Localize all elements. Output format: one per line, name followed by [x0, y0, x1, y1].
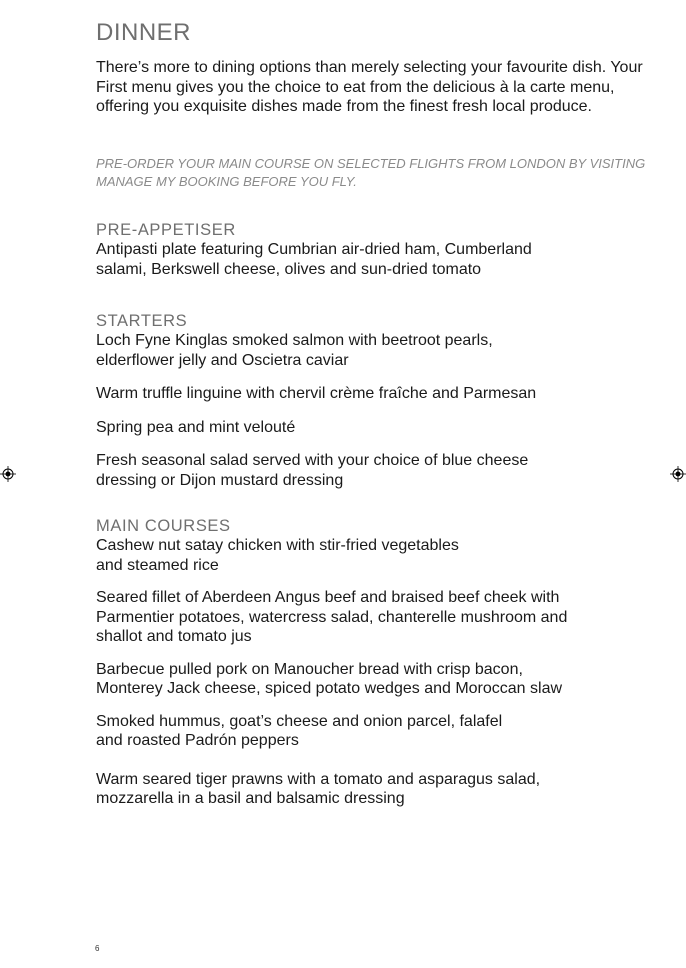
dish-item: Cashew nut satay chicken with stir-fried vegetables and steamed rice	[96, 537, 459, 574]
section-main-courses	[96, 516, 656, 809]
section-starters	[96, 311, 656, 490]
dish-item: Warm seared tiger prawns with a tomato and asparagus salad, mozzarella in a basil and balsamic dressing	[96, 770, 541, 807]
section-heading: PRE-APPETISER	[96, 221, 236, 239]
page-title: DINNER	[96, 19, 192, 46]
registration-mark-left-icon	[0, 466, 16, 482]
section-heading: STARTERS	[96, 312, 188, 330]
intro-paragraph: There’s more to dining options than merely selecting your favourite dish. Your First menu gives you the choice to eat from the delicious à la carte menu, offering you exquisite dishes made from the finest fresh local produce.	[96, 59, 643, 115]
dish-item: Loch Fyne Kinglas smoked salmon with beetroot pearls, elderflower jelly and Oscietra caviar	[96, 332, 493, 369]
registration-mark-right-icon	[670, 466, 686, 482]
section-pre-appetiser	[96, 220, 656, 279]
dish-item: Smoked hummus, goat’s cheese and onion parcel, falafel and roasted Padrón peppers	[96, 712, 503, 749]
pre-order-note: PRE-ORDER YOUR MAIN COURSE ON SELECTED FLIGHTS FROM LONDON BY VISITING MANAGE MY BOOKING BEFORE YOU FLY.	[96, 156, 646, 189]
dish-item: Spring pea and mint velouté	[96, 418, 296, 436]
dish-item: Seared fillet of Aberdeen Angus beef and braised beef cheek with Parmentier potatoes, watercress salad, chanterelle mushroom and shallot and tomato jus	[96, 589, 568, 645]
section-heading: MAIN COURSES	[96, 517, 231, 535]
page-number: 6	[95, 944, 100, 953]
dish-item: Warm truffle linguine with chervil crème fraîche and Parmesan	[96, 385, 537, 402]
dish-item: Fresh seasonal salad served with your choice of blue cheese dressing or Dijon mustard dressing	[96, 452, 529, 489]
dish-item: Barbecue pulled pork on Manoucher bread with crisp bacon, Monterey Jack cheese, spiced potato wedges and Moroccan slaw	[96, 660, 563, 697]
dish-item: Antipasti plate featuring Cumbrian air-dried ham, Cumberland salami, Berkswell cheese, olives and sun-dried tomato	[96, 241, 532, 278]
